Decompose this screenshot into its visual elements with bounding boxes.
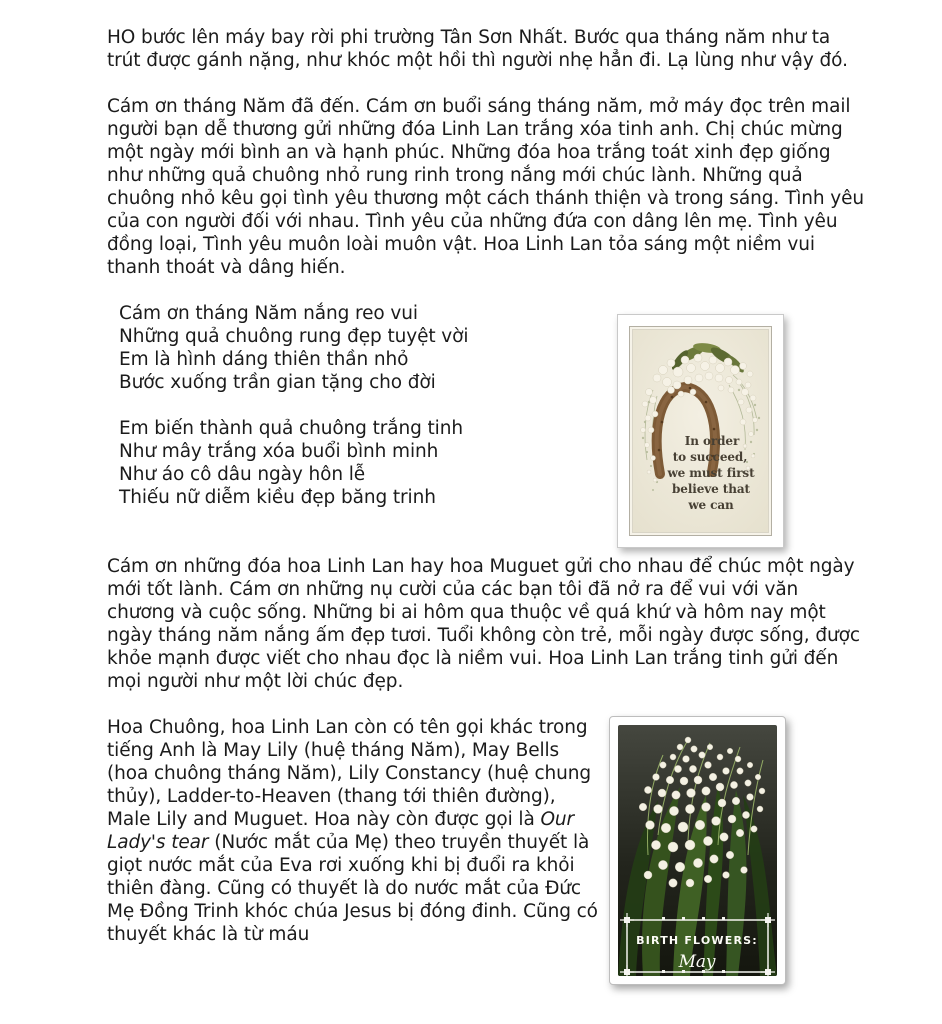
card-quote-line: we must first	[667, 466, 755, 480]
poem-line: Bước xuống trần gian tặng cho đời	[119, 372, 436, 393]
main-content	[107, 26, 867, 988]
paragraph-4	[107, 716, 602, 946]
final-section	[107, 716, 867, 988]
poem-line: Như áo cô dâu ngày hôn lễ	[119, 464, 366, 485]
paragraph-2: Cám ơn tháng Năm đã đến. Cám ơn buổi sáng tháng năm, mở máy đọc trên mail người bạn dễ thương gửi những đóa Linh Lan trắng xóa tinh anh. Chị chúc mừng một ngày mới bình an và hạnh phúc. Những đóa hoa trắng toát xinh đẹp giống như những quả chuông nhỏ rung rinh trong nắng mới chúc lành. Những quả chuông nhỏ kêu gọi tình yêu thương một cách thánh thiện và trong sáng. Tình yêu của con người đối với nhau. Tình yêu của những đứa con dâng lên mẹ. Tình yêu đồng loại, Tình yêu muôn loài muôn vật. Hoa Linh Lan tỏa sáng một niềm vui thanh thoát và dâng hiến.	[107, 96, 865, 278]
paragraph-4-italic: Our Lady's tear	[107, 809, 575, 853]
poem-line: Thiếu nữ diễm kiều đẹp băng trinh	[119, 487, 436, 508]
birth-month-label: May	[678, 952, 716, 972]
paragraph-4-text: (Nước mắt của Mẹ) theo truyền thuyết là giọt nước mắt của Eva rơi xuống khi bị đuổi ra khỏi thiên đàng. Cũng có thuyết là do nước mắt của Đức Mẹ Đồng Trinh khóc chúa Jesus bị đóng đinh. Cũng có thuyết khác là từ máu	[107, 832, 598, 945]
paragraph-3: Cám ơn những đóa hoa Linh Lan hay hoa Muguet gửi cho nhau để chúc một ngày mới tốt lành. Cám ơn những nụ cười của các bạn tôi đã nở ra để vui với văn chương và cuộc sống. Những bi ai hôm qua thuộc về quá khứ và hôm nay một ngày tháng năm nắng ấm đẹp tươi. Tuổi không còn trẻ, mỗi ngày được sống, được khỏe mạnh được viết cho nhau đọc là niềm vui. Hoa Linh Lan trắng tinh gửi đến mọi người như một lời chúc đẹp.	[107, 556, 860, 692]
card-quote-line: In order	[684, 434, 740, 448]
paragraph-4-text: Hoa Chuông, hoa Linh Lan còn có tên gọi khác trong tiếng Anh là May Lily (huệ tháng Năm), May Bells (hoa chuông tháng Năm), Lily Constancy (huệ chung thủy), Ladder-to-Heaven (thang tới thiên đường), Male Lily and Muguet. Hoa này còn được gọi là	[107, 717, 592, 830]
poem-line: Những quả chuông rung đẹp tuyệt vời	[119, 326, 469, 347]
poem-line: Em biến thành quả chuông trắng tinh	[119, 418, 463, 439]
card-illustration	[633, 330, 768, 532]
card-quote-line: believe that	[672, 482, 750, 496]
birth-flowers-label: BIRTH FLOWERS:	[636, 934, 758, 947]
birth-flowers-photo	[609, 716, 786, 985]
poem-line: Em là hình dáng thiên thần nhỏ	[119, 349, 409, 370]
card-quote-line: we can	[688, 498, 734, 512]
card-inner-frame	[632, 329, 769, 533]
paragraph-1: HO bước lên máy bay rời phi trường Tân Sơn Nhất. Bước qua tháng năm như ta trút được gánh nặng, như khóc một hồi thì người nhẹ hẳn đi. Lạ lùng như vậy đó.	[107, 27, 848, 71]
lily-photo-illustration	[618, 725, 777, 976]
card-quote-line: to succeed,	[672, 450, 748, 464]
poem-section	[107, 302, 867, 555]
card-frame	[629, 326, 772, 536]
poem-line: Cám ơn tháng Năm nắng reo vui	[119, 303, 418, 324]
vintage-card-image	[617, 314, 784, 548]
poem-line: Như mây trắng xóa buổi bình minh	[119, 441, 439, 462]
